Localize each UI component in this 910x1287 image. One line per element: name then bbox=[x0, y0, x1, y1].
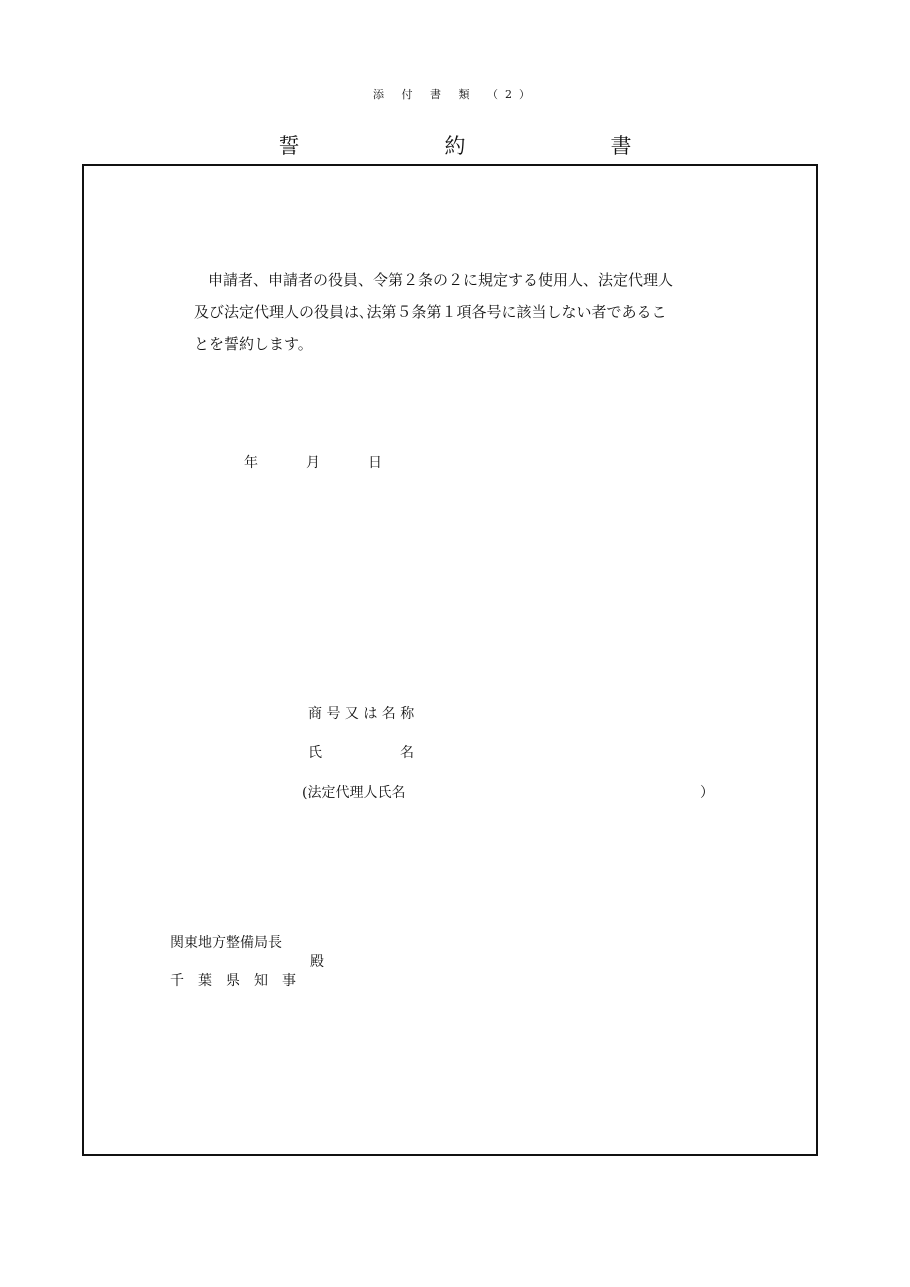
date-month-label: 月 bbox=[306, 455, 320, 471]
trade-name-label: 商 号 又 は 名 称 bbox=[308, 706, 415, 722]
addressee-chiba-governor: 千 葉 県 知 事 bbox=[170, 973, 296, 989]
statement-line-1: 申請者、申請者の役員、令第２条の２に規定する使用人、法定代理人 bbox=[208, 271, 674, 289]
addressee-kanto-bureau: 関東地方整備局長 bbox=[170, 935, 282, 951]
name-label-second: 名 bbox=[400, 745, 414, 761]
legal-representative-close-paren: ） bbox=[700, 785, 714, 801]
date-day-label: 日 bbox=[368, 455, 382, 471]
statement-line-3: とを誓約します。 bbox=[194, 335, 313, 353]
addressee-honorific: 殿 bbox=[310, 954, 324, 970]
name-label-first: 氏 bbox=[308, 745, 322, 761]
page-title: 誓 約 書 bbox=[278, 134, 694, 158]
date-year-label: 年 bbox=[244, 455, 258, 471]
statement-line-2: 及び法定代理人の役員は､法第５条第１項各号に該当しない者であるこ bbox=[194, 303, 667, 321]
attachment-label: 添 付 書 類 （2） bbox=[373, 88, 537, 101]
legal-representative-label: (法定代理人氏名 bbox=[302, 785, 406, 801]
